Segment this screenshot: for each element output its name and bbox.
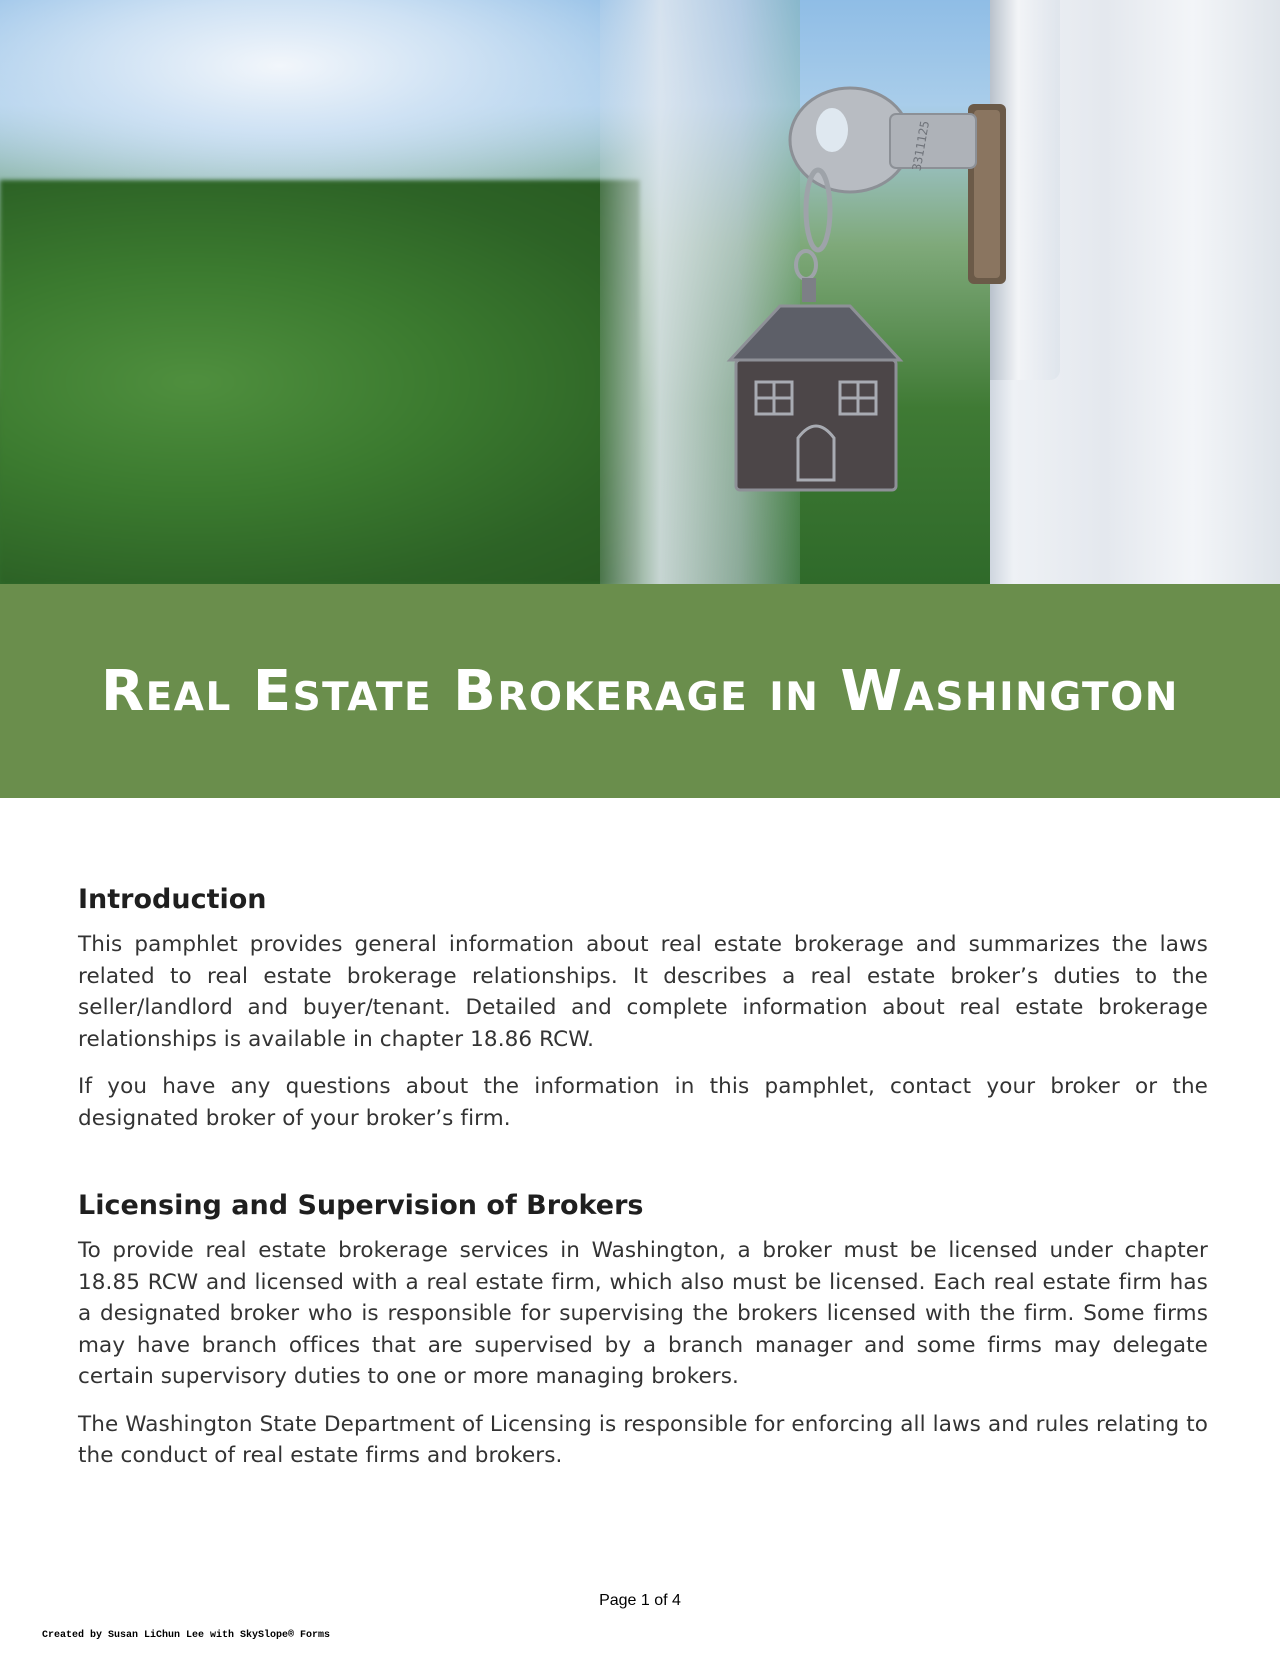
hero-trees: [0, 180, 640, 584]
section-heading: Introduction: [78, 884, 267, 915]
hero-image: [0, 0, 1280, 584]
creator-credit: Created by Susan LiChun Lee with SkySlope® Forms: [42, 1630, 331, 1641]
paragraph: This pamphlet provides general information about real estate brokerage and summarizes the laws related to real estate brokerage relationships. It describes a real estate broker’s duties to the seller/landlord and buyer/tenant. Detailed and complete information about real estate brokerage relationships is available in chapter 18.86 RCW.: [78, 932, 1208, 1052]
page-number: Page 1 of 4: [599, 1592, 681, 1609]
section-introduction: [78, 884, 1208, 1134]
paragraph: To provide real estate brokerage services in Washington, a broker must be licensed under chapter 18.85 RCW and licensed with a real estate firm, which also must be licensed. Each real estate firm has a designated broker who is responsible for supervising the brokers licensed with the firm. Some firms may have branch offices that are supervised by a branch manager and some firms may delegate certain supervisory duties to one or more managing brokers.: [78, 1238, 1208, 1389]
section-heading: Licensing and Supervision of Brokers: [78, 1190, 644, 1221]
paragraph: If you have any questions about the information in this pamphlet, contact your broker or the designated broker of your broker’s firm.: [78, 1074, 1208, 1131]
paragraph: The Washington State Department of Licensing is responsible for enforcing all laws and rules relating to the conduct of real estate firms and brokers.: [78, 1411, 1208, 1468]
main-content: [78, 884, 1208, 1488]
key-number: 3311125: [909, 119, 933, 172]
page-title: Real Estate Brokerage in Washington: [101, 658, 1179, 724]
title-banner: [0, 584, 1280, 798]
house-keychain-icon: [700, 60, 1020, 500]
section-licensing: [78, 1190, 1208, 1472]
